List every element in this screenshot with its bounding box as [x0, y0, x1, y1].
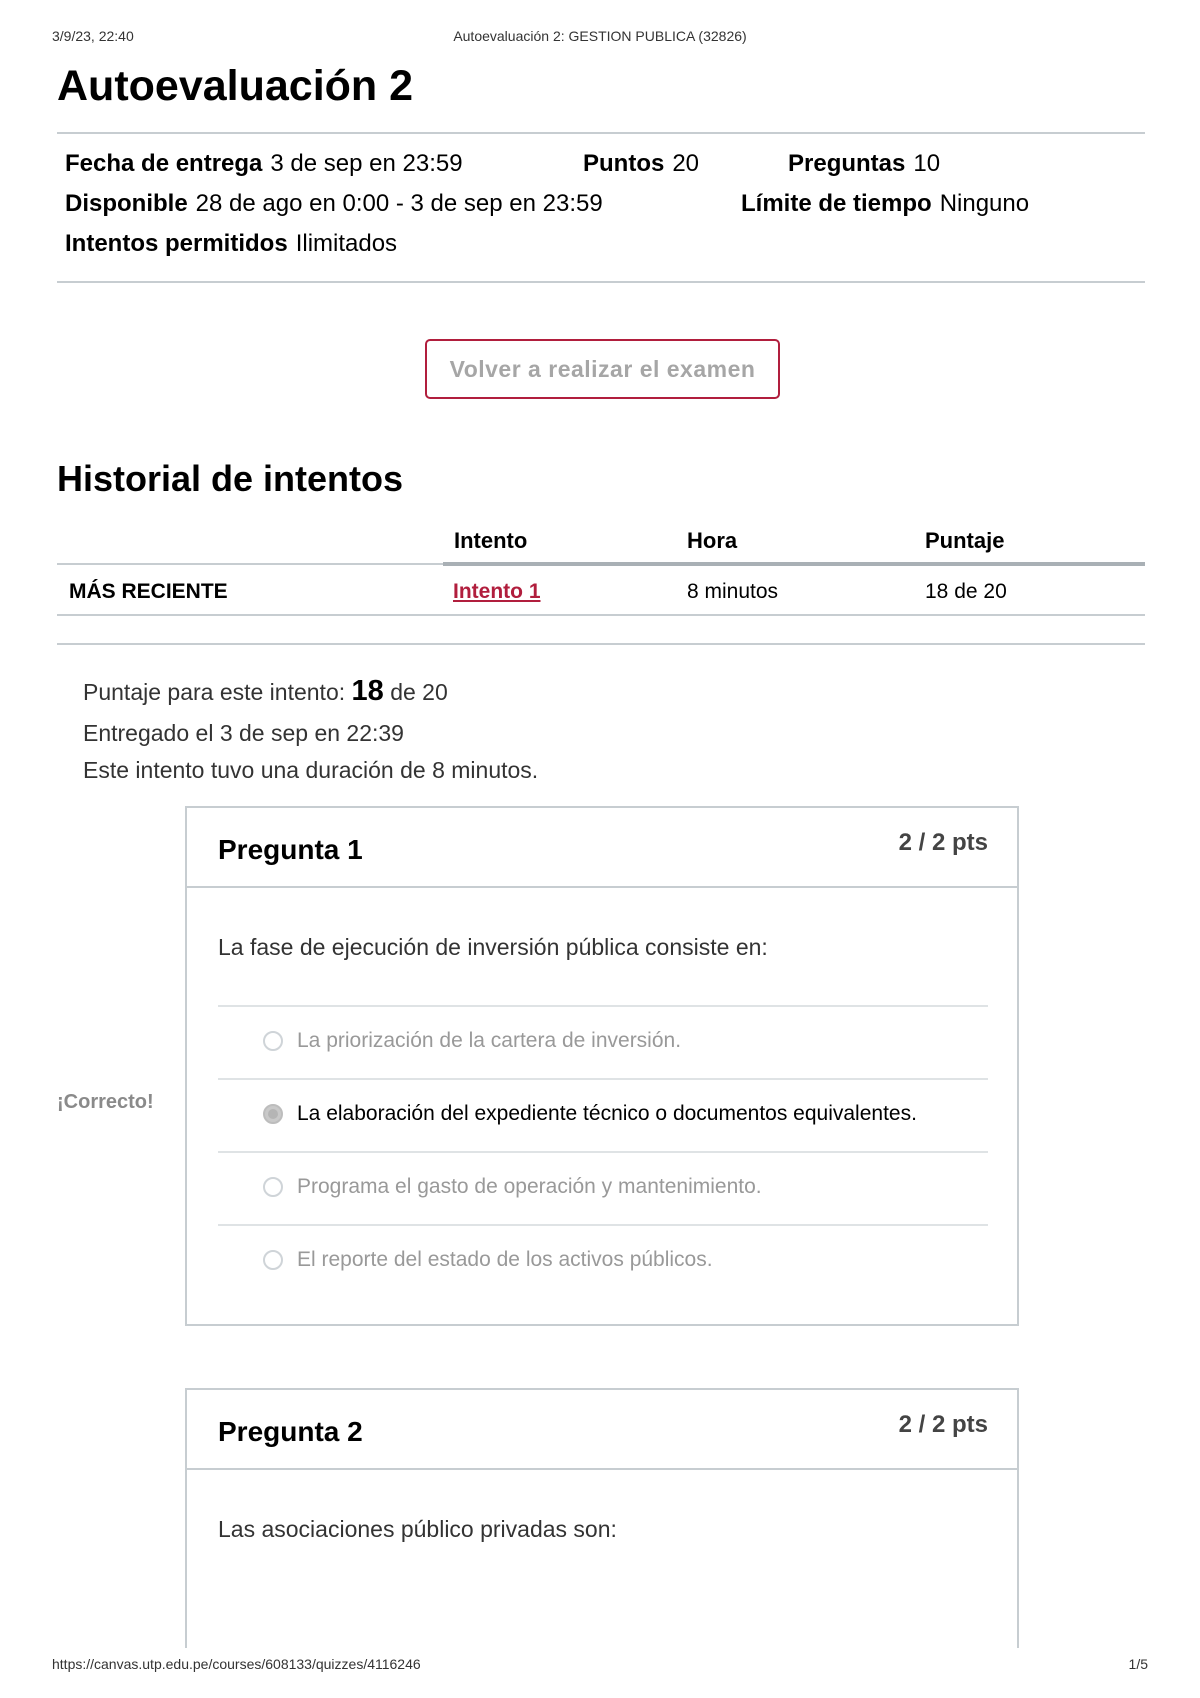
- question-title: Pregunta 2: [218, 1416, 363, 1447]
- correct-flag: ¡Correcto!: [57, 1091, 154, 1113]
- answer-option[interactable]: [218, 1151, 988, 1224]
- question-points: 2 / 2 pts: [898, 829, 988, 856]
- answer-option-selected[interactable]: [218, 1078, 988, 1151]
- question-header: [187, 808, 1017, 888]
- column-header-time: Hora: [687, 528, 738, 553]
- answer-text: La elaboración del expediente técnico o documentos equivalentes.: [297, 1102, 917, 1125]
- divider: [57, 643, 1145, 645]
- print-date: 3/9/23, 22:40: [52, 28, 134, 44]
- time-limit-value: Ninguno: [939, 190, 1030, 217]
- radio-unselected-icon: [263, 1031, 283, 1051]
- print-url: https://canvas.utp.edu.pe/courses/608133/quizzes/4116246: [52, 1656, 421, 1672]
- radio-selected-icon: [263, 1104, 283, 1124]
- questions-detail: [788, 150, 940, 178]
- score-prefix: Puntaje para este intento:: [83, 679, 346, 705]
- question-points: 2 / 2 pts: [898, 1411, 988, 1438]
- duration-line: Este intento tuvo una duración de 8 minutos.: [83, 757, 539, 783]
- attempts-label: Intentos permitidos: [65, 230, 288, 257]
- due-date-label: Fecha de entrega: [65, 150, 263, 177]
- submitted-line: Entregado el 3 de sep en 22:39: [83, 720, 404, 746]
- question-1: [185, 806, 1019, 1326]
- questions-value: 10: [913, 150, 941, 177]
- print-footer: [52, 1656, 1148, 1676]
- question-2: [185, 1388, 1019, 1648]
- score-line: [83, 675, 448, 708]
- divider: [57, 132, 1145, 134]
- answer-list: [218, 1005, 988, 1297]
- due-date-value: 3 de sep en 23:59: [270, 150, 463, 177]
- answer-option[interactable]: [218, 1005, 988, 1078]
- score-value: 18: [351, 675, 384, 707]
- due-date: [65, 150, 463, 177]
- available-detail: [65, 190, 603, 218]
- points-detail: [583, 150, 699, 178]
- radio-unselected-icon: [263, 1250, 283, 1270]
- row-divider: [57, 614, 1145, 616]
- score-suffix: de 20: [390, 679, 448, 705]
- print-page-number: 1/5: [1128, 1656, 1148, 1672]
- history-title: Historial de intentos: [57, 458, 404, 499]
- page-title: Autoevaluación 2: [57, 62, 414, 110]
- points-label: Puntos: [583, 150, 665, 177]
- print-header: [52, 28, 1148, 48]
- question-text: La fase de ejecución de inversión pública consiste en:: [218, 934, 768, 960]
- question-header: [187, 1390, 1017, 1470]
- answer-text: El reporte del estado de los activos públicos.: [297, 1248, 713, 1271]
- question-title: Pregunta 1: [218, 834, 363, 865]
- print-doc-title: Autoevaluación 2: GESTION PUBLICA (32826): [453, 28, 747, 44]
- attempts-detail: [65, 230, 397, 258]
- column-header-attempt: Intento: [454, 528, 528, 553]
- history-table-header: [57, 520, 1145, 564]
- points-value: 20: [672, 150, 700, 177]
- attempt-time: 8 minutos: [687, 580, 779, 603]
- retake-quiz-button[interactable]: Volver a realizar el examen: [425, 339, 780, 399]
- row-label: MÁS RECIENTE: [69, 580, 228, 603]
- answer-text: Programa el gasto de operación y mantenimiento.: [297, 1175, 762, 1198]
- available-value: 28 de ago en 0:00 - 3 de sep en 23:59: [195, 190, 603, 217]
- table-row: [57, 564, 1145, 614]
- attempt-history-table: [57, 520, 1145, 614]
- questions-label: Preguntas: [788, 150, 906, 177]
- available-label: Disponible: [65, 190, 188, 217]
- radio-unselected-icon: [263, 1177, 283, 1197]
- answer-text: La priorización de la cartera de inversión.: [297, 1029, 682, 1052]
- time-limit-label: Límite de tiempo: [741, 190, 932, 217]
- question-text: Las asociaciones público privadas son:: [218, 1516, 617, 1542]
- time-limit-detail: [741, 190, 1029, 218]
- divider: [57, 281, 1145, 283]
- attempts-value: Ilimitados: [295, 230, 398, 257]
- answer-option[interactable]: [218, 1224, 988, 1297]
- details-row-1: [65, 150, 463, 178]
- column-header-score: Puntaje: [925, 528, 1005, 553]
- attempt-link[interactable]: Intento 1: [453, 580, 541, 603]
- attempt-score: 18 de 20: [925, 580, 1007, 603]
